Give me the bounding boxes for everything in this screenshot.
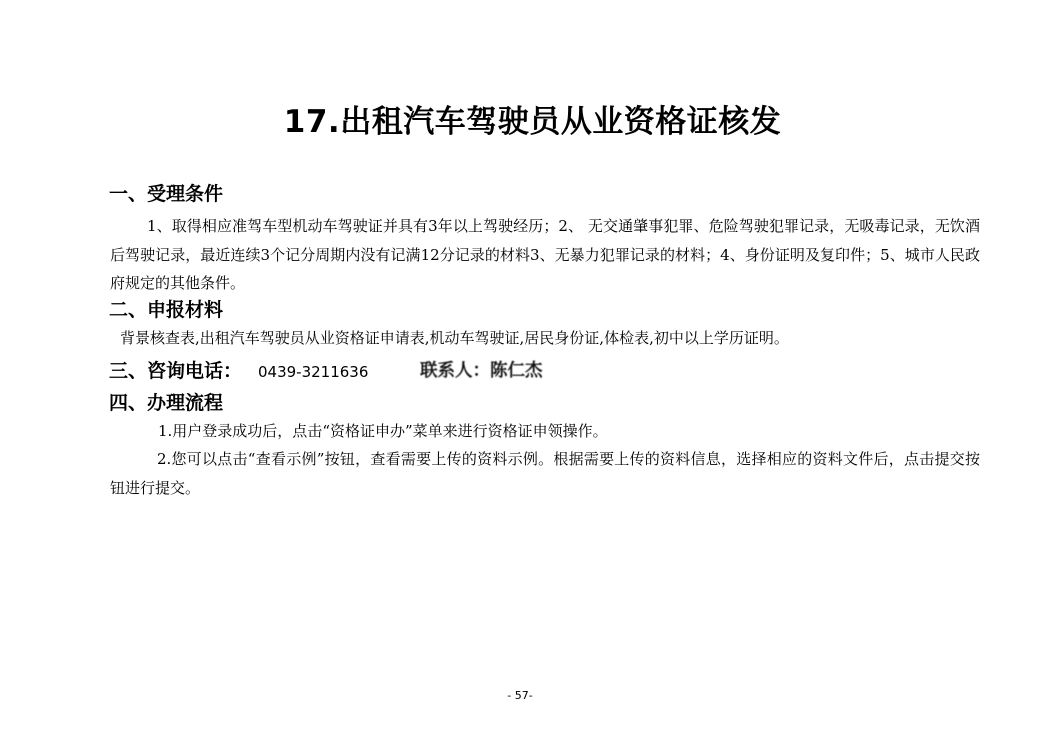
page-title: 17.出租汽车驾驶员从业资格证核发	[283, 104, 782, 140]
process-step-2: 2.您可以点击“查看示例”按钮，查看需要上传的资料示例。根据需要上传的资料信息，选择相应的资料文件后，点击提交按钮进行提交。	[110, 450, 980, 497]
section-heading-consultation-phone: 三、咨询电话：	[109, 360, 243, 382]
section-heading-process: 四、办理流程	[109, 392, 224, 414]
section-heading-application-materials: 二、申报材料	[109, 299, 224, 321]
application-materials-text: 背景核查表,出租汽车驾驶员从业资格证申请表,机动车驾驶证,居民身份证,体检表,初中以上学历证明。	[120, 329, 789, 347]
contact-person: 联系人：陈仁杰	[420, 361, 543, 381]
page-number: - 57-	[507, 689, 533, 702]
consultation-phone-number: 0439-3211636	[258, 363, 369, 381]
acceptance-conditions-text: 1、取得相应准驾车型机动车驾驶证并具有3年以上驾驶经历；2、 无交通肇事犯罪、危险驾驶犯罪记录，无吸毒记录，无饮酒后驾驶记录，最近连续3个记分周期内没有记满12分记录的材料3、无暴力犯罪记录的材料；4、身份证明及复印件；5、城市人民政府规定的其他条件。	[110, 217, 980, 292]
process-step-1: 1.用户登录成功后，点击“资格证申办”菜单来进行资格证申领操作。	[158, 422, 608, 440]
section-heading-acceptance-conditions: 一、受理条件	[109, 183, 224, 205]
